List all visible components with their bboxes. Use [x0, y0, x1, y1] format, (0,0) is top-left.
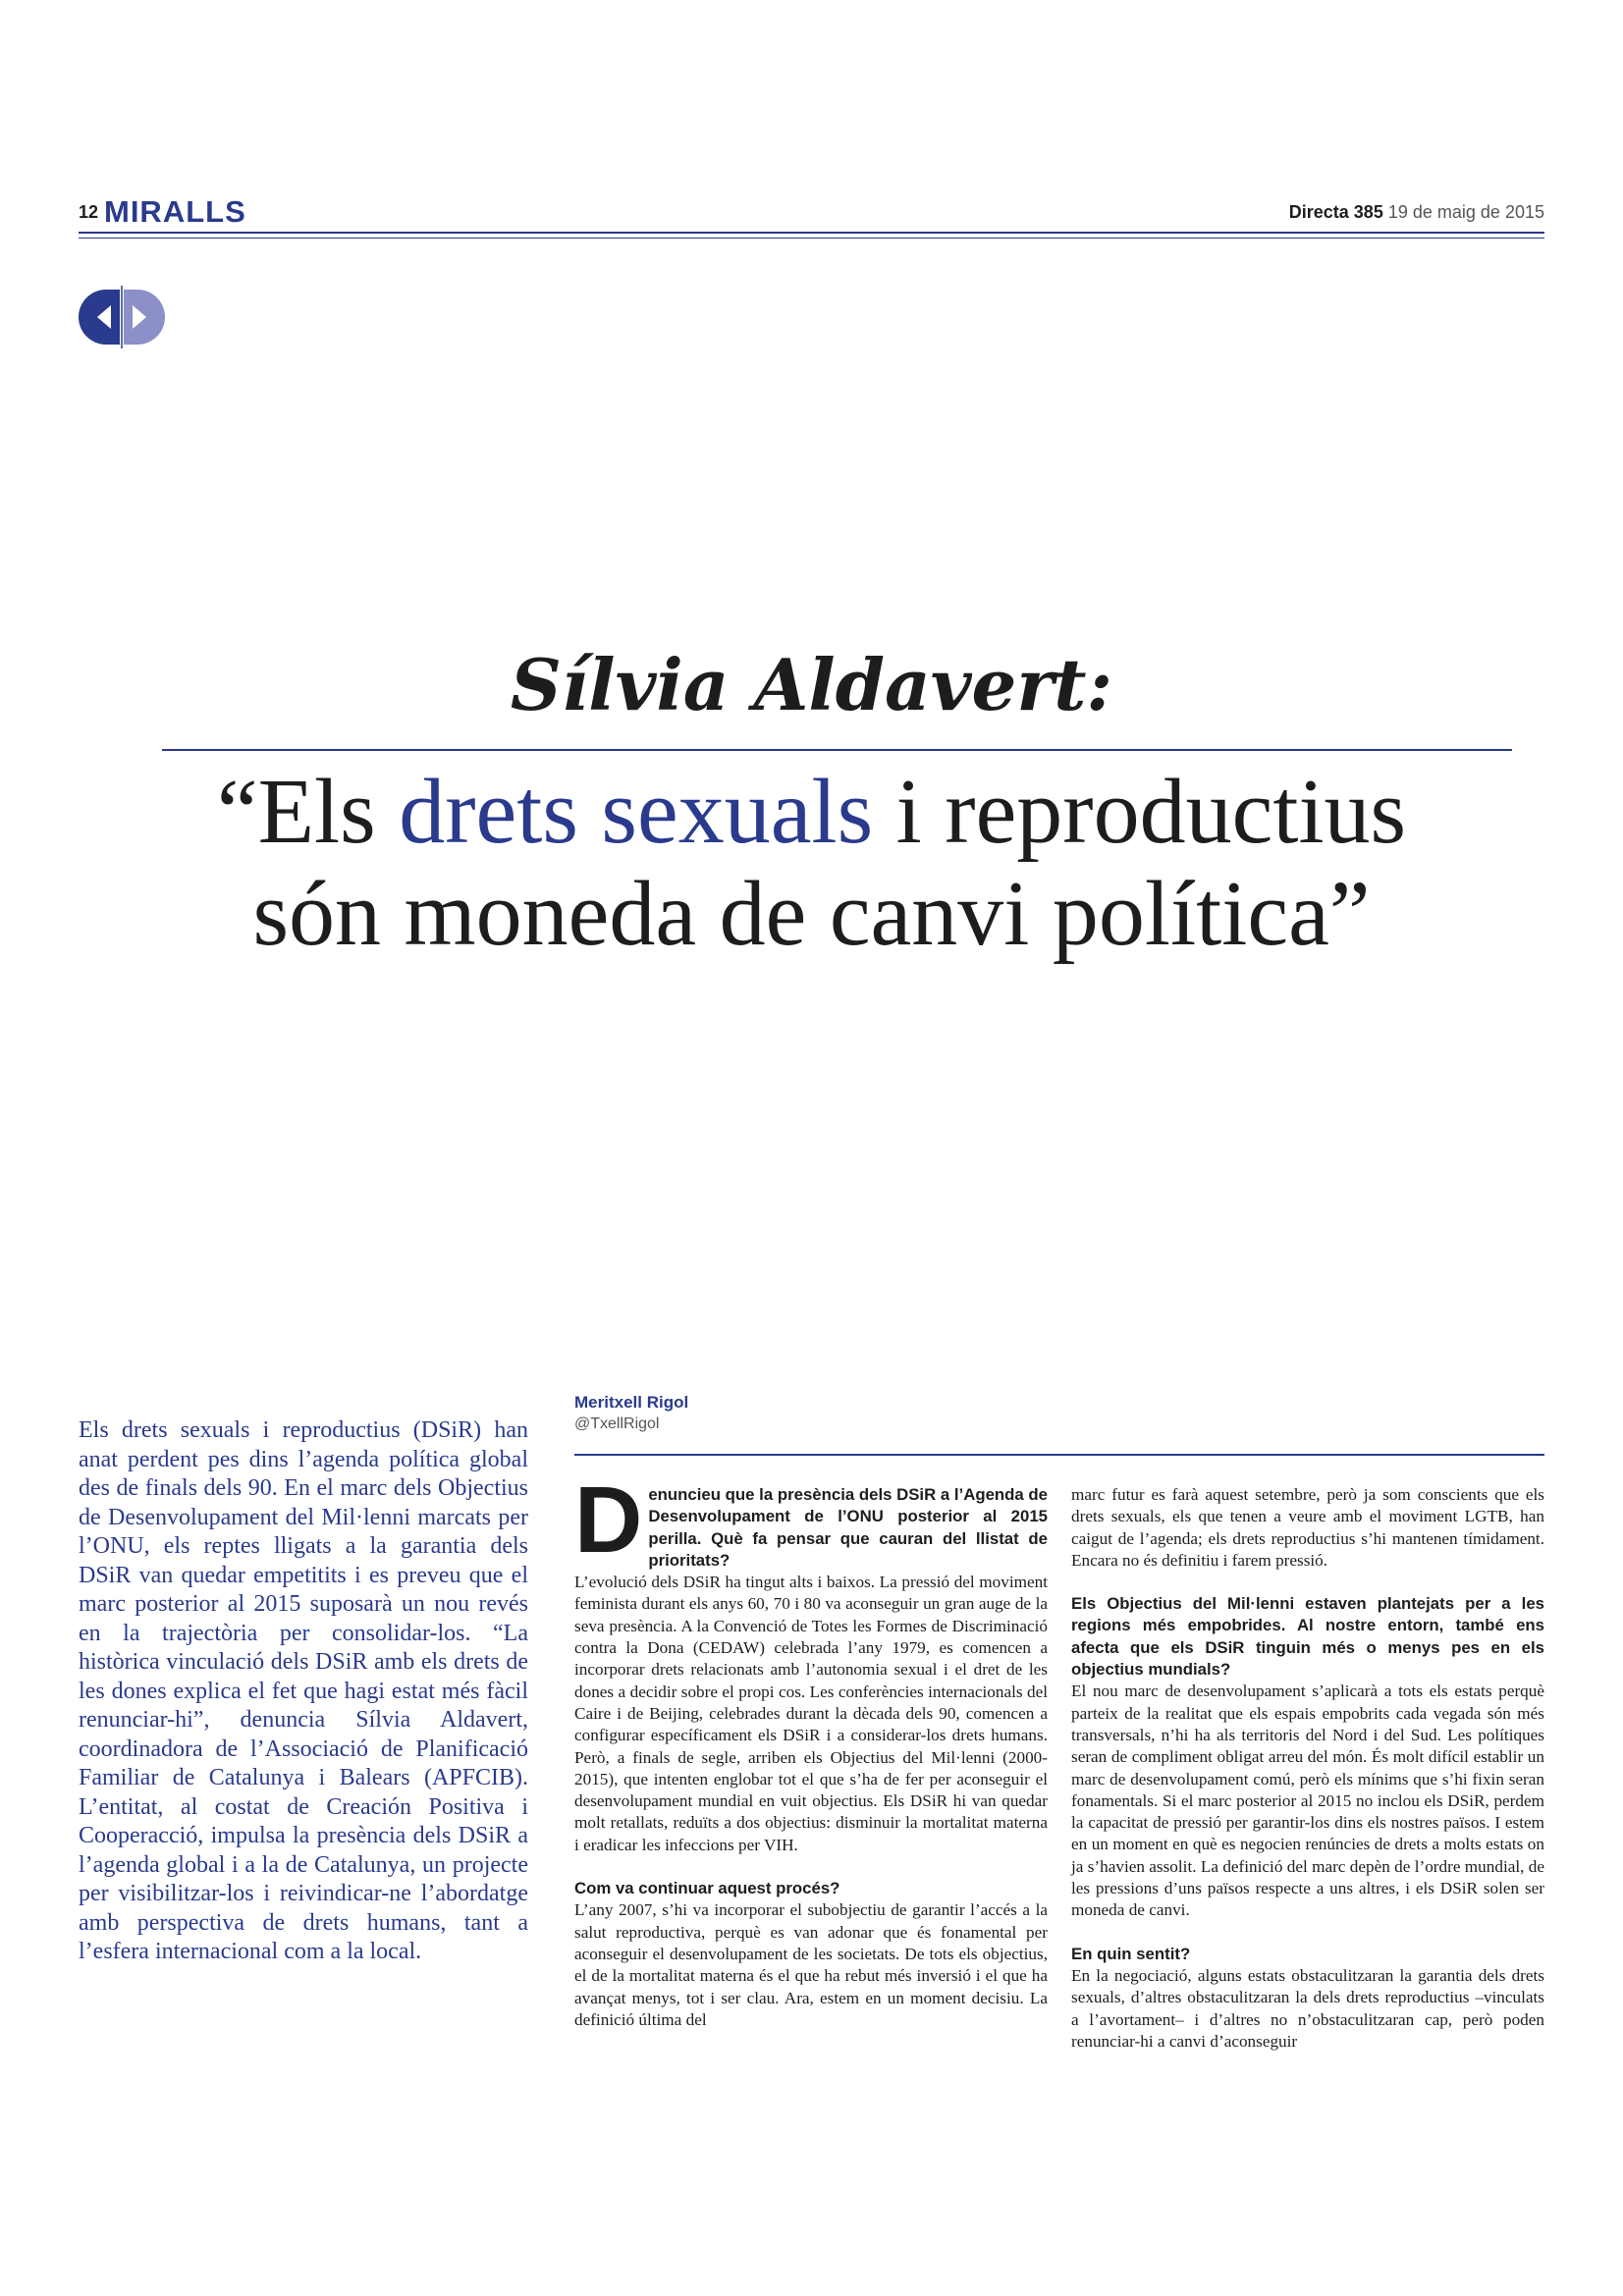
headline-quote — [79, 761, 1544, 965]
quote-line2: són moneda de canvi política” — [252, 863, 1371, 965]
header-rule — [79, 232, 1544, 234]
quote-line1-rest: i reproductius — [873, 761, 1407, 863]
interview-column-1 — [574, 1468, 1048, 2031]
drop-cap: D — [574, 1468, 643, 1573]
header-rule-thin — [79, 238, 1544, 239]
title-rule — [162, 749, 1512, 751]
quote-highlight: drets sexuals — [399, 761, 874, 863]
issue-date: 19 de maig de 2015 — [1387, 202, 1544, 222]
section-title: MIRALLS — [104, 194, 246, 229]
author-twitter: @TxellRigol — [574, 1415, 660, 1432]
lede-paragraph: Els drets sexuals i reproductius (DSiR) han anat perdent pes dins l’agenda política global des de finals dels 90. En el marc dels Objectius de Desenvolupament del Mil·lenni marcats per l’ONU, els reptes lligats a la garantia dels DSiR van quedar empetitits i es preveu que el marc posterior al 2015 suposarà un nou revés en la trajectòria per consolidar-los. “La històrica vinculació dels DSiR amb els drets de les dones explica el fet que hagi estat més fàcil renunciar-hi”, denuncia Sílvia Aldavert, coordinadora de l’Associació de Planificació Familiar de Catalunya i Balears (APFCIB). L’entitat, al costat de Creación Positiva i Cooperacció, impulsa la presència dels DSiR a l’agenda global i a la de Catalunya, un projecte per visibilitzar-los i reivindicar-ne l’abordatge amb perspectiva de drets humans, tant a l’esfera internacional com a la local. — [79, 1417, 528, 1964]
question-4: En quin sentit? — [1071, 1944, 1191, 1963]
answer-4: En la negociació, alguns estats obstaculitzaran la garantia dels drets sexuals, d’altres obstaculitzaran la dels drets reproductius –vinculats a l’avortament– i d’altres no n’obstaculitzaran cap, però poden renunciar-hi a canvi d’aconseguir — [1071, 1965, 1544, 2051]
answer-3: El nou marc de desenvolupament s’aplicarà a tots els estats perquè parteix de la realitat que els espais empobrits cada vegada són més transversals, n’hi ha als territoris del Nord i del Sud. Les polítiques seran de compliment obligat arreu del món. És molt difícil establir un marc de desenvolupament comú, però els mínims que s’hi fixin seran fonamentals. Si el marc posterior al 2015 no inclou els DSiR, perdem la capacitat de pressió per garantir-los dins els nostres països. I estem en un moment en què es negocien renúncies de drets a molts estats on ja s’havien assolit. La definició del marc depèn de l’ordre mundial, de les pressions d’uns països respecte a uns altres, i els DSiR solen ser moneda de canvi. — [1071, 1682, 1544, 1920]
issue-info — [1289, 202, 1544, 223]
interview-column-2 — [1071, 1484, 1544, 2053]
interviewee-name: Sílvia Aldavert: — [510, 643, 1113, 726]
question-3: Els Objectius del Mil·lenni estaven plantejats per a les regions més empobrides. Al nostre entorn, també ens afecta que els DSiR tinguin més o menys pes en els objectius mundials? — [1071, 1594, 1544, 1680]
question-1-text: enunciеu que la presència dels DSiR a l’Agenda de Desenvolupament de l’ONU posterior al 2015 perilla. Què fa pensar que cauran del llistat de prioritats? — [648, 1485, 1048, 1570]
answer-1: L’evolució dels DSiR ha tingut alts i baixos. La pressió del moviment feminista durant els anys 60, 70 i 80 va aconseguir un gran auge de la seva presència. A la Convenció de Totes les Formes de Discriminació contra la Dona (CEDAW) celebrada l’any 1979, es comencen a incorporar drets relacionats amb l’autonomia sexual i el dret de les dones a decidir sobre el propi cos. Les conferències internacionals del Caire i de Beijing, celebrades durant la dècada dels 90, comencen a configurar específicament els DSiR i a considerar-los drets humans. Però, a finals de segle, arriben els Objectius del Mil·lenni (2000-2015), que intenten englobar tot el que s’ha de fer per aconseguir el desenvolupament mundial en vuit objectius. Els DSiR hi van quedar molt retallats, reduïts a dos objectius: disminuir la mortalitat materna i eradicar les infeccions per VIH. — [574, 1573, 1048, 1854]
page-number: 12 — [79, 202, 99, 222]
question-2: Com va continuar aquest procés? — [574, 1879, 840, 1898]
quote-open: “Els — [216, 761, 400, 863]
publication-name: Directa 385 — [1288, 202, 1383, 222]
arrows-left-right-icon — [77, 286, 167, 348]
answer-2: L’any 2007, s’hi va incorporar el subobjectiu de garantir l’accés a la salut reproductiva, perquè es van adonar que és fonamental per aconseguir el desenvolupament de les societats. De tots els objectius, el de la mortalitat materna és el que ha rebut més inversió i el que ha avançat menys, tot i ser clau. Ara, estem en un moment decisiu. La definició última del — [574, 1900, 1048, 2029]
answer-2-continued: marc futur es farà aquest setembre, però ja som conscients que els drets sexuals, els que tenen a veure amb el moviment LGTB, han caigut de l’agenda; els drets reproductius s’hi mantenen tímidament. Encara no és definitiu i farem pressió. — [1071, 1485, 1544, 1570]
byline-rule — [574, 1454, 1544, 1456]
question-1 — [574, 1468, 1048, 1573]
author-name: Meritxell Rigol — [574, 1393, 689, 1412]
